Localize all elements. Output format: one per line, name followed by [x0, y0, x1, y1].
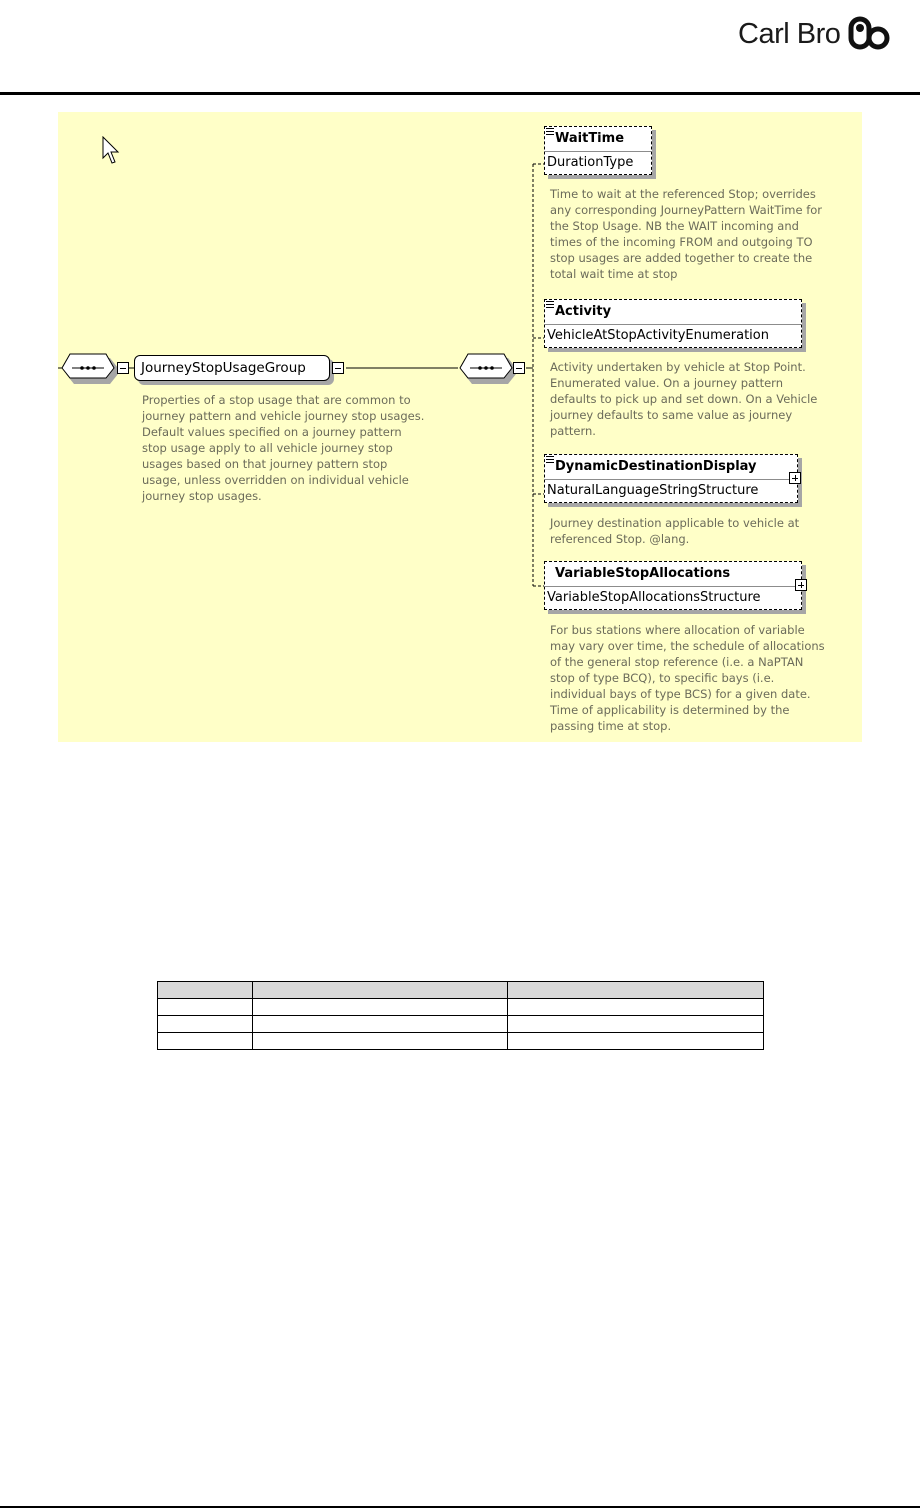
table-row — [158, 999, 764, 1016]
sequence-collapse-toggle[interactable] — [117, 362, 129, 374]
group-description: Properties of a stop usage that are common to journey pattern and vehicle journey stop usages. Default values specified on a journey pattern stop usage apply to all vehicle journey stop usages based on that journey pattern stop usage, unless overridden on individual vehicle journey stop usages. — [142, 393, 425, 503]
element-name: WaitTime — [545, 127, 651, 152]
element-box-activity[interactable] — [544, 299, 802, 348]
attributes-table — [157, 981, 764, 1050]
table-row — [158, 1033, 764, 1050]
optional-marker-icon — [546, 128, 554, 135]
group-collapse-toggle[interactable] — [332, 362, 344, 374]
table-cell — [508, 999, 764, 1016]
company-logo — [738, 14, 895, 54]
element-box-waittime[interactable] — [544, 126, 652, 175]
element-description: For bus stations where allocation of variable may vary over time, the schedule of allocations of the general stop reference (i.e. a NaPTAN stop of type BCQ), to specific bays (i.e. individual bays of type BCS) for a given date. Time of applicability is determined by the passing time at stop. — [550, 623, 825, 733]
table-row — [158, 1016, 764, 1033]
table-header-row — [158, 982, 764, 999]
logo-text: Carl Bro — [738, 17, 841, 50]
element-description: Journey destination applicable to vehicle at referenced Stop. @lang. — [550, 516, 800, 546]
footer-rule — [0, 1506, 920, 1508]
sequence-collapse-toggle-right[interactable] — [513, 362, 525, 374]
element-name: Activity — [545, 300, 801, 325]
element-name: DynamicDestinationDisplay — [545, 455, 797, 480]
element-description: Time to wait at the referenced Stop; overrides any corresponding JourneyPattern WaitTime for the Stop Usage. NB the WAIT incoming and times of the incoming FROM and outgoing TO stop usages are added together to create the total wait time at stop — [550, 187, 823, 281]
expand-toggle[interactable] — [795, 579, 807, 591]
table-cell — [252, 999, 508, 1016]
element-type: NaturalLanguageStringStructure — [547, 483, 759, 498]
table-cell — [252, 1033, 508, 1050]
element-type: VehicleAtStopActivityEnumeration — [547, 328, 769, 343]
table-cell — [158, 999, 253, 1016]
table-header-cell — [252, 982, 508, 999]
table-cell — [508, 1016, 764, 1033]
table-cell — [252, 1016, 508, 1033]
expand-toggle[interactable] — [789, 472, 801, 484]
mouse-cursor-icon — [102, 136, 120, 166]
schema-diagram — [58, 112, 862, 742]
table-header-cell — [158, 982, 253, 999]
element-type: VariableStopAllocationsStructure — [547, 590, 761, 605]
group-name: JourneyStopUsageGroup — [141, 360, 306, 376]
element-type: DurationType — [547, 155, 634, 170]
optional-marker-icon — [546, 456, 554, 463]
group-box[interactable] — [134, 355, 330, 381]
table-cell — [158, 1033, 253, 1050]
header-rule — [0, 92, 920, 95]
logo-mark-icon — [845, 14, 895, 54]
table-cell — [158, 1016, 253, 1033]
table-header-cell — [508, 982, 764, 999]
element-name: VariableStopAllocations — [545, 562, 801, 587]
element-box-variablestopallocations[interactable] — [544, 561, 802, 610]
element-description: Activity undertaken by vehicle at Stop Point. Enumerated value. On a journey pattern defaults to pick up and set down. On a Vehicle journey defaults to same value as journey pattern. — [550, 360, 818, 438]
table-cell — [508, 1033, 764, 1050]
optional-marker-icon — [546, 301, 554, 308]
element-box-dynamicdestinationdisplay[interactable] — [544, 454, 798, 503]
